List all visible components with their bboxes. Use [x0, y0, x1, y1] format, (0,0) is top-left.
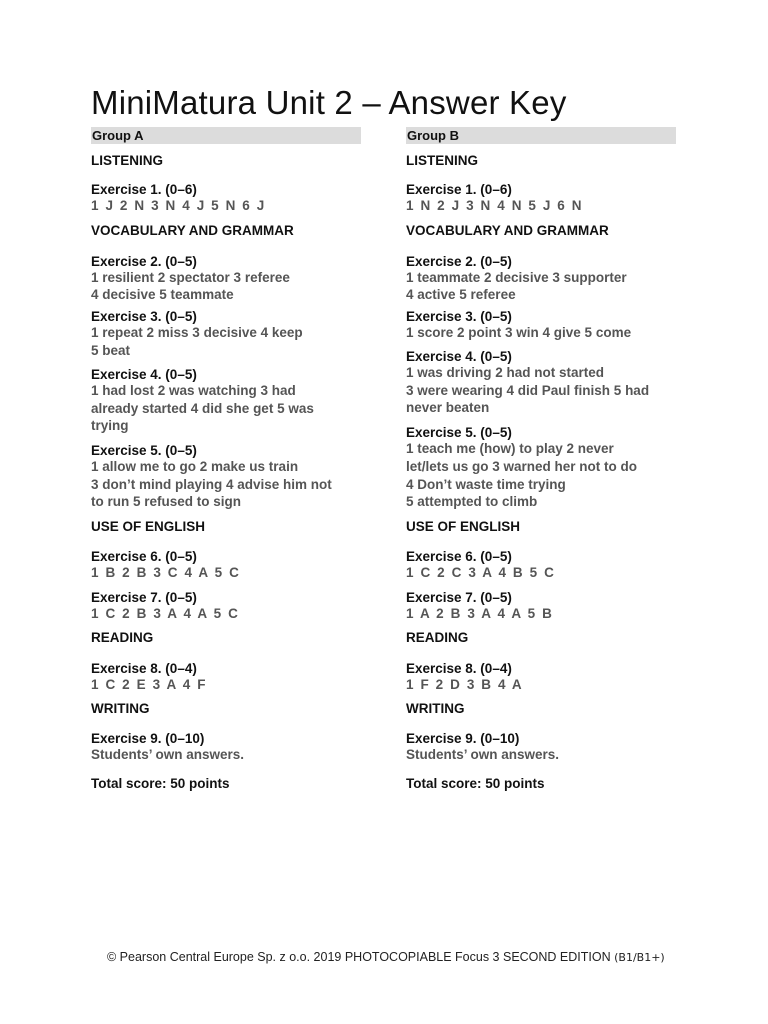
group-b-header: Group B [406, 127, 676, 144]
exercise-5-answer-line: 3 don’t mind playing 4 advise him not [91, 477, 332, 492]
exercise-4-title: Exercise 4. (0–5) [406, 349, 512, 364]
exercise-5-answer-line: 4 Don’t waste time trying [406, 477, 566, 492]
group-a-column [91, 127, 361, 791]
exercise-4-answer-line: 3 were wearing 4 did Paul finish 5 had [406, 383, 650, 398]
exercise-4-answer-line: 1 was driving 2 had not started [406, 365, 605, 380]
exercise-4-title: Exercise 4. (0–5) [91, 367, 197, 382]
exercise-7-answer: 1 A 2 B 3 A 4 A 5 B [406, 606, 554, 621]
exercise-9-title: Exercise 9. (0–10) [406, 731, 520, 746]
exercise-8-title: Exercise 8. (0–4) [406, 661, 512, 676]
exercise-3-answer-line: 5 beat [91, 343, 131, 358]
writing-heading: WRITING [406, 701, 465, 716]
reading-heading: READING [406, 630, 469, 645]
listening-heading: LISTENING [91, 153, 164, 168]
level-label: (B1/B1+) [614, 951, 665, 964]
exercise-1-answer: 1 N 2 J 3 N 4 N 5 J 6 N [406, 198, 584, 213]
exercise-6-title: Exercise 6. (0–5) [91, 549, 197, 564]
exercise-8-answer: 1 F 2 D 3 B 4 A [406, 677, 524, 692]
exercise-6-answer: 1 C 2 C 3 A 4 B 5 C [406, 565, 556, 580]
group-a-header: Group A [91, 127, 361, 144]
use-of-english-heading: USE OF ENGLISH [91, 519, 206, 534]
exercise-5-title: Exercise 5. (0–5) [406, 425, 512, 440]
exercise-1-answer: 1 J 2 N 3 N 4 J 5 N 6 J [91, 198, 266, 213]
exercise-3-title: Exercise 3. (0–5) [406, 309, 512, 324]
total-score: Total score: 50 points [406, 776, 545, 791]
exercise-7-answer: 1 C 2 B 3 A 4 A 5 C [91, 606, 240, 621]
exercise-5-answer-line: 1 teach me (how) to play 2 never [406, 441, 614, 456]
exercise-2-answer-line: 4 active 5 referee [406, 287, 516, 302]
exercise-2-answer-line: 1 teammate 2 decisive 3 supporter [406, 270, 627, 285]
vocabulary-grammar-heading: VOCABULARY AND GRAMMAR [406, 223, 609, 238]
exercise-4-answer-line: never beaten [406, 400, 490, 415]
group-b-column [406, 127, 676, 791]
exercise-4-answer-line: already started 4 did she get 5 was [91, 401, 314, 416]
exercise-3-answer-line: 1 repeat 2 miss 3 decisive 4 keep [91, 325, 303, 340]
total-score: Total score: 50 points [91, 776, 230, 791]
exercise-5-answer-line: let/lets us go 3 warned her not to do [406, 459, 638, 474]
page-title: MiniMatura Unit 2 – Answer Key [91, 84, 567, 121]
exercise-2-title: Exercise 2. (0–5) [91, 254, 197, 269]
exercise-5-title: Exercise 5. (0–5) [91, 443, 197, 458]
exercise-7-title: Exercise 7. (0–5) [91, 590, 197, 605]
exercise-9-answer: Students’ own answers. [91, 747, 245, 762]
exercise-6-title: Exercise 6. (0–5) [406, 549, 512, 564]
listening-heading: LISTENING [406, 153, 479, 168]
exercise-1-title: Exercise 1. (0–6) [91, 182, 197, 197]
exercise-8-answer: 1 C 2 E 3 A 4 F [91, 677, 208, 692]
exercise-5-answer-line: 1 allow me to go 2 make us train [91, 459, 299, 474]
exercise-3-answer-line: 1 score 2 point 3 win 4 give 5 come [406, 325, 632, 340]
exercise-4-answer-line: trying [91, 418, 129, 433]
exercise-9-title: Exercise 9. (0–10) [91, 731, 205, 746]
vocabulary-grammar-heading: VOCABULARY AND GRAMMAR [91, 223, 294, 238]
exercise-1-title: Exercise 1. (0–6) [406, 182, 512, 197]
exercise-7-title: Exercise 7. (0–5) [406, 590, 512, 605]
use-of-english-heading: USE OF ENGLISH [406, 519, 521, 534]
reading-heading: READING [91, 630, 154, 645]
exercise-6-answer: 1 B 2 B 3 C 4 A 5 C [91, 565, 241, 580]
exercise-2-answer-line: 4 decisive 5 teammate [91, 287, 234, 302]
exercise-8-title: Exercise 8. (0–4) [91, 661, 197, 676]
exercise-5-answer-line: to run 5 refused to sign [91, 494, 242, 509]
copyright-text: © Pearson Central Europe Sp. z o.o. 2019 PHOTOCOPIABLE Focus 3 SECOND EDITION [107, 950, 615, 964]
page-footer [107, 950, 665, 964]
writing-heading: WRITING [91, 701, 150, 716]
exercise-4-answer-line: 1 had lost 2 was watching 3 had [91, 383, 296, 398]
exercise-2-title: Exercise 2. (0–5) [406, 254, 512, 269]
exercise-9-answer: Students’ own answers. [406, 747, 560, 762]
exercise-5-answer-line: 5 attempted to climb [406, 494, 538, 509]
exercise-3-title: Exercise 3. (0–5) [91, 309, 197, 324]
exercise-2-answer-line: 1 resilient 2 spectator 3 referee [91, 270, 290, 285]
